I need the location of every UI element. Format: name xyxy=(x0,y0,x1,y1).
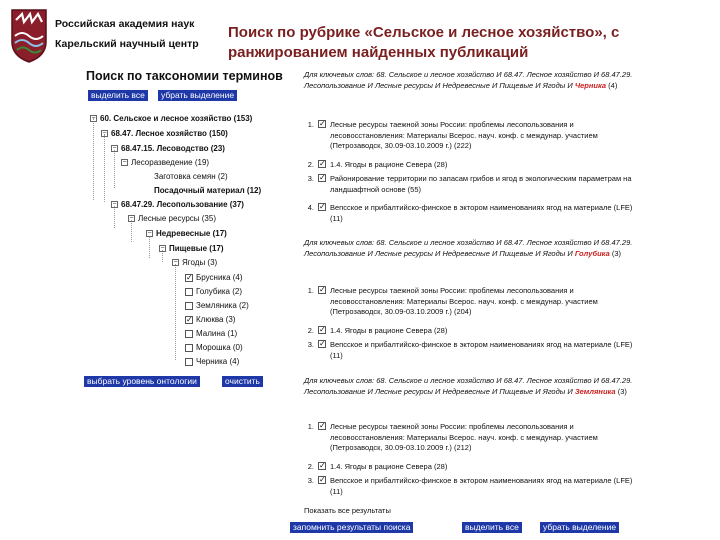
result-group-golubika xyxy=(304,238,634,259)
tree-node-zagotovka-semyan[interactable]: Заготовка семян (2) xyxy=(154,172,228,181)
result-item[interactable]: 1. ✓ Лесные ресурсы таежной зоны России: проблемы лесопользования и лесовосстановления: Материалы Всерос. науч. конф. с междунар. участием (Петрозаводск, 30.09-03.10.2009 г.) (222) xyxy=(307,119,598,150)
tree-node-nedrevesnye[interactable]: − Недревесные (17) xyxy=(147,229,227,238)
chernika-checkbox[interactable] xyxy=(185,358,193,366)
tree-node-68-47-29[interactable]: − 68.47.29. Лесопользование (37) xyxy=(112,200,244,209)
tree-node-pishchevye[interactable]: − Пищевые (17) xyxy=(160,244,224,253)
result-checkbox[interactable]: ✓ xyxy=(319,173,326,182)
klyukva-checkbox[interactable]: ✓ xyxy=(186,314,193,324)
tree-leaf-golubika[interactable]: Голубика (2) xyxy=(185,286,242,297)
collapse-icon[interactable]: − xyxy=(173,259,178,266)
tree-leaf-klyukva[interactable]: ✓ Клюква (3) xyxy=(186,314,236,324)
tree-select-all-button[interactable]: выделить все xyxy=(88,90,148,101)
collapse-icon[interactable]: − xyxy=(102,130,107,137)
institute-name-line2: Карельский научный центр xyxy=(55,38,199,50)
tree-node-60[interactable]: − 60. Сельское и лесное хозяйство (153) xyxy=(91,114,253,123)
result-item[interactable]: 3. ✓ Вепсское и прибалтийско-финское в эктором наименованиях ягод на материале (LFE) (11) xyxy=(307,475,633,496)
keywords-line: Для ключевых слов: 68. Сельское и лесное хозяйство И 68.47. Лесное хозяйство И 68.47.29. Лесопользование И Лесные ресурсы И Недревесные И Пищевые И Ягоды И Земляника (3) xyxy=(304,376,633,396)
results-deselect-button[interactable]: убрать выделение xyxy=(540,522,619,533)
tree-node-yagody[interactable]: − Ягоды (3) xyxy=(173,258,218,267)
collapse-icon[interactable]: − xyxy=(147,230,152,237)
collapse-icon[interactable]: − xyxy=(91,115,96,122)
keywords-line: Для ключевых слов: 68. Сельское и лесное хозяйство И 68.47. Лесное хозяйство И 68.47.29. Лесопользование И Лесные ресурсы И Недревесные И Пищевые И Ягоды И Черника (4) xyxy=(304,70,633,90)
tree-leaf-zemlyanika[interactable]: Земляника (2) xyxy=(185,300,249,311)
choose-ontology-level-button[interactable]: выбрать уровень онтологии xyxy=(84,376,200,387)
result-checkbox[interactable]: ✓ xyxy=(319,421,326,430)
tree-node-lesnye-resursy[interactable]: − Лесные ресурсы (35) xyxy=(129,214,216,223)
malina-checkbox[interactable] xyxy=(185,330,193,338)
result-checkbox[interactable]: ✓ xyxy=(319,325,326,334)
result-checkbox[interactable]: ✓ xyxy=(319,202,326,211)
result-group-zemlyanika xyxy=(304,376,634,397)
collapse-icon[interactable]: − xyxy=(112,201,117,208)
zemlyanika-checkbox[interactable] xyxy=(185,302,193,310)
clear-button[interactable]: очистить xyxy=(222,376,263,387)
collapse-icon[interactable]: − xyxy=(122,159,127,166)
result-item[interactable]: 2. ✓ 1.4. Ягоды в рационе Севера (28) xyxy=(307,159,448,169)
result-item[interactable]: 2. ✓ 1.4. Ягоды в рационе Севера (28) xyxy=(307,461,448,471)
result-item[interactable]: 2. ✓ 1.4. Ягоды в рационе Севера (28) xyxy=(307,325,448,335)
result-item[interactable]: 3. ✓ Вепсское и прибалтийско-финское в эктором наименованиях ягод на материале (LFE) (11) xyxy=(307,339,633,360)
tree-node-68-47[interactable]: − 68.47. Лесное хозяйство (150) xyxy=(102,129,228,138)
collapse-icon[interactable]: − xyxy=(160,245,165,252)
collapse-icon[interactable]: − xyxy=(129,215,134,222)
taxonomy-tree xyxy=(0,0,300,540)
tree-leaf-malina[interactable]: Малина (1) xyxy=(185,328,237,339)
result-checkbox[interactable]: ✓ xyxy=(319,119,326,128)
institute-name-line1: Российская академия наук xyxy=(55,18,195,30)
term-highlight: Земляника xyxy=(574,386,616,396)
tree-node-lesorazvedenie[interactable]: − Лесоразведение (19) xyxy=(122,158,210,167)
term-highlight: Голубика xyxy=(574,248,610,258)
result-checkbox[interactable]: ✓ xyxy=(319,159,326,168)
result-item[interactable]: 3. ✓ Районирование территории по запасам грибов и ягод в экологическим параметрам на ландшафтной основе (55) xyxy=(307,173,632,194)
page-title-line1: Поиск по рубрике «Сельское и лесное хозяйство», с xyxy=(228,24,620,41)
golubika-checkbox[interactable] xyxy=(185,288,193,296)
tree-deselect-button[interactable]: убрать выделение xyxy=(158,90,237,101)
result-checkbox[interactable]: ✓ xyxy=(319,339,326,348)
collapse-icon[interactable]: − xyxy=(112,145,117,152)
result-checkbox[interactable]: ✓ xyxy=(319,461,326,470)
tree-node-posadochny-material[interactable]: Посадочный материал (12) xyxy=(154,186,262,195)
result-checkbox[interactable]: ✓ xyxy=(319,475,326,484)
results-select-all-button[interactable]: выделить все xyxy=(462,522,522,533)
result-item[interactable]: 1. ✓ Лесные ресурсы таежной зоны России: проблемы лесопользования и лесовосстановления: Материалы Всерос. науч. конф. с междунар. участием (Петрозаводск, 30.09-03.10.2009 г.) (212) xyxy=(307,421,598,452)
result-item[interactable]: 1. ✓ Лесные ресурсы таежной зоны России: проблемы лесопользования и лесовосстановления: Материалы Всерос. науч. конф. с междунар. участием (Петрозаводск, 30.09-03.10.2009 г.) (204) xyxy=(307,285,598,316)
show-all-results-link[interactable]: Показать все результаты xyxy=(304,506,391,515)
page-title-line2: ранжированием найденных публикаций xyxy=(228,44,529,61)
keywords-line: Для ключевых слов: 68. Сельское и лесное хозяйство И 68.47. Лесное хозяйство И 68.47.29. Лесопользование И Лесные ресурсы И Недревесные И Пищевые И Ягоды И Голубика (3) xyxy=(304,238,633,258)
tree-leaf-brusnika[interactable]: ✓ Брусника (4) xyxy=(186,272,243,282)
taxonomy-title: Поиск по таксономии терминов xyxy=(86,69,283,83)
result-group-chernika xyxy=(304,70,634,91)
remember-results-button[interactable]: запомнить результаты поиска xyxy=(290,522,413,533)
result-checkbox[interactable]: ✓ xyxy=(319,285,326,294)
result-item[interactable]: 4. ✓ Вепсское и прибалтийско-финское в эктором наименованиях ягод на материале (LFE) (11) xyxy=(307,202,633,223)
tree-node-68-47-15[interactable]: − 68.47.15. Лесоводство (23) xyxy=(112,144,225,153)
term-highlight: Черника xyxy=(574,80,607,90)
brusnika-checkbox[interactable]: ✓ xyxy=(186,272,193,282)
tree-leaf-moroshka[interactable]: Морошка (0) xyxy=(185,342,243,353)
tree-leaf-chernika[interactable]: Черника (4) xyxy=(185,356,239,367)
moroshka-checkbox[interactable] xyxy=(185,344,193,352)
